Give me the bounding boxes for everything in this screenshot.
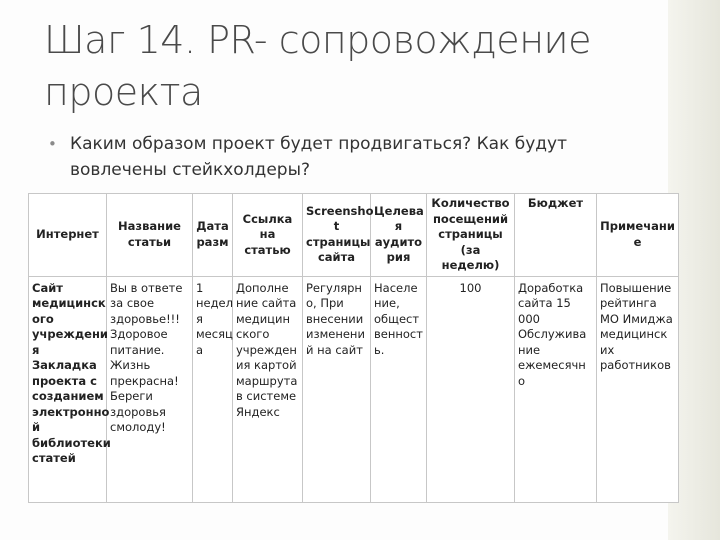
header-budget: Бюджет <box>515 194 597 277</box>
cell-notes: Повышение рейтинга МО Имиджа медицинск их работников <box>597 276 679 503</box>
cell-date: 1 недел я месяц а <box>193 276 233 503</box>
cell-screenshot: Регулярн о, При внесении изменени й на сайт <box>303 276 371 503</box>
header-target-audience: Целева я аудито рия <box>371 194 427 277</box>
bullet-text: Каким образом проект будет продвигаться? Как будут вовлечены стейкхолдеры? <box>70 134 568 180</box>
header-article-link: Ссылка на статью <box>233 194 303 277</box>
header-internet: Интернет <box>29 194 107 277</box>
cell-article-link: Дополне ние сайта медицин ского учрежден ия картой маршрута в системе Яндекс <box>233 276 303 503</box>
cell-internet: Сайт медицинск ого учреждени я Закладка проекта с созданием электронно й библиотеки статей <box>29 276 107 503</box>
pr-table <box>28 193 679 503</box>
table-row <box>29 276 679 503</box>
cell-article-title: Вы в ответе за свое здоровье!!! Здоровое питание. Жизнь прекрасна! Береги здоровья смолоду! <box>107 276 193 503</box>
header-notes: Примечани е <box>597 194 679 277</box>
slide-title: Шаг 14. PR- сопровождение проекта <box>44 18 591 114</box>
header-article-title: Название статьи <box>107 194 193 277</box>
header-screenshot: Screensho t страницы сайта <box>303 194 371 277</box>
header-date: Дата разм <box>193 194 233 277</box>
table-header-row <box>29 194 679 277</box>
cell-budget: Доработка сайта 15 000 Обслужива ние ежемесячн о <box>515 276 597 503</box>
header-visits: Количество посещений страницы (за неделю) <box>427 194 515 277</box>
bullet-item <box>48 131 608 183</box>
cell-target-audience: Населе ние, общест венност ь. <box>371 276 427 503</box>
cell-visits: 100 <box>427 276 515 503</box>
bullet-dot-icon: • <box>48 135 57 153</box>
